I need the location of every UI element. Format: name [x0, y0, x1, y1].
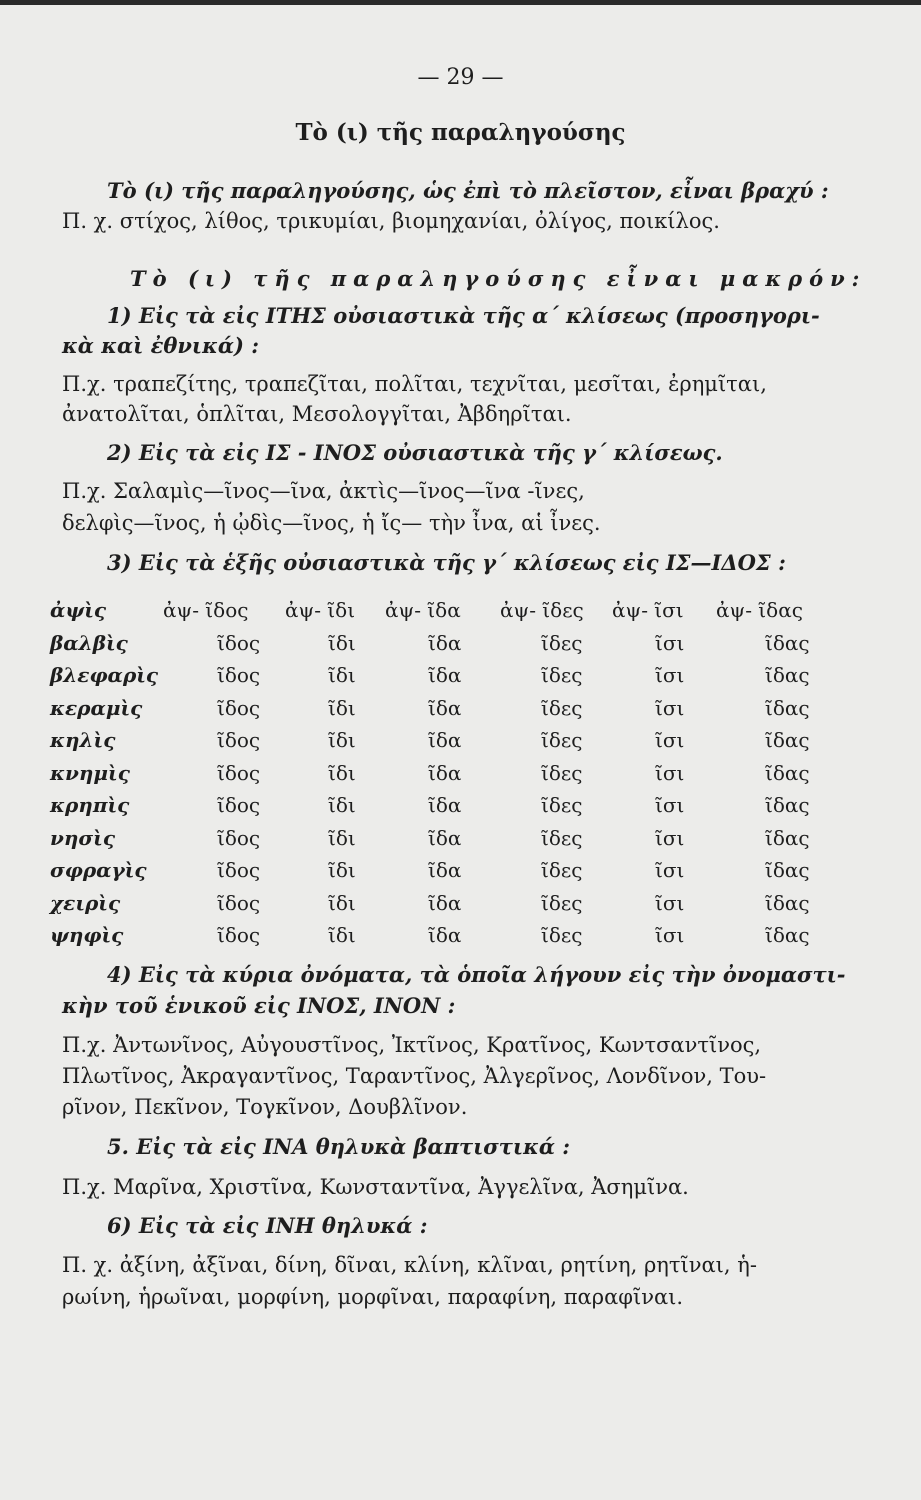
table-ending-c6: ῖδας [765, 760, 810, 785]
table-ending-c4: ῖδες [541, 663, 583, 687]
table-ending-c6: ῖδας [765, 825, 810, 850]
table-ending-c6: ἀψ- ῖδας [716, 598, 803, 622]
table-ending-c1: ῖδος [217, 923, 261, 947]
table-word: ψηφὶς [50, 923, 124, 947]
table-ending-c6: ῖδας [765, 890, 810, 915]
table-ending-c6: ῖδας [765, 858, 810, 882]
section1-heading: 1) Εἰς τὰ εἰς ΙΤΗΣ οὐσιαστικὰ τῆς α΄ κλίσεως (προσηγορι- [107, 303, 820, 328]
table-ending-c5: ῖσι [655, 630, 685, 655]
table-ending-c4: ῖδες [541, 923, 583, 947]
table-ending-c5: ῖσι [655, 663, 685, 687]
section1-examples: Π.χ. τραπεζίτης, τραπεζῖται, πολῖται, τεχνῖται, μεσῖται, ἐρημῖται, [62, 372, 767, 396]
table-ending-c3: ῖδα [428, 728, 462, 752]
table-word: βαλβὶς [50, 630, 128, 655]
table-ending-c1: ῖδος [217, 695, 261, 720]
table-word: σφραγὶς [50, 858, 147, 882]
table-ending-c6: ῖδας [765, 695, 810, 720]
table-word: κνημὶς [50, 760, 130, 785]
table-ending-c1: ῖδος [217, 858, 261, 882]
table-ending-c3: ῖδα [428, 663, 462, 687]
section1-examples-cont: ἀνατολῖται, ὁπλῖται, Μεσολογγῖται, Ἀβδηρῖται. [62, 402, 572, 426]
table-word: βλεφαρὶς [50, 663, 159, 687]
page-title: Τὸ (ι) τῆς παραληγούσης [295, 119, 626, 146]
section4-examples-cont: Πλωτῖνος, Ἀκραγαντῖνος, Ταραντῖνος, Ἀλγερῖνος, Λονδῖνον, Του- [62, 1064, 767, 1088]
table-ending-c1: ῖδος [217, 760, 261, 785]
table-ending-c2: ῖδι [328, 728, 356, 752]
table-ending-c4: ῖδες [541, 825, 583, 850]
table-ending-c6: ῖδας [765, 728, 810, 752]
table-ending-c3: ῖδα [428, 630, 462, 655]
table-word: κηλὶς [50, 728, 116, 752]
table-ending-c5: ῖσι [655, 923, 685, 947]
table-ending-c4: ῖδες [541, 760, 583, 785]
table-ending-c3: ῖδα [428, 793, 462, 817]
table-ending-c6: ῖδας [765, 923, 810, 947]
section5-examples: Π.χ. Μαρῖνα, Χριστῖνα, Κωνσταντῖνα, Ἀγγελῖνα, Ἀσημῖνα. [62, 1175, 689, 1199]
table-word: νησὶς [50, 825, 116, 850]
section4-examples-end: ρῖνον, Πεκῖνον, Τογκῖνον, Δουβλῖνον. [62, 1095, 468, 1119]
table-ending-c3: ῖδα [428, 825, 462, 850]
table-ending-c4: ῖδες [541, 630, 583, 655]
section1-heading-cont: κὰ καὶ ἐθνικά) : [62, 333, 259, 358]
table-ending-c6: ῖδας [765, 630, 810, 655]
section2-heading: 2) Εἰς τὰ εἰς ΙΣ - ΙΝΟΣ οὐσιαστικὰ τῆς γ΄ κλίσεως. [107, 440, 723, 465]
table-ending-c1: ῖδος [217, 890, 261, 915]
section5-heading: 5. Εἰς τὰ εἰς ΙΝΑ θηλυκὰ βαπτιστικά : [107, 1134, 571, 1159]
table-ending-c5: ῖσι [655, 890, 685, 915]
table-word: κρηπὶς [50, 793, 130, 817]
table-ending-c2: ῖδι [328, 858, 356, 882]
table-ending-c5: ῖσι [655, 825, 685, 850]
table-ending-c1: ῖδος [217, 663, 261, 687]
long-iota-heading: Τὸ (ι) τῆς παραληγούσης εἶναι μακρόν: [130, 266, 867, 291]
section6-heading: 6) Εἰς τὰ εἰς ΙΝΗ θηλυκά : [107, 1213, 428, 1238]
section6-examples-cont: ρωίνη, ἡρωῖναι, μορφίνη, μορφῖναι, παραφίνη, παραφῖναι. [62, 1285, 684, 1309]
table-ending-c1: ῖδος [217, 728, 261, 752]
table-ending-c5: ῖσι [655, 695, 685, 720]
table-ending-c2: ῖδι [328, 793, 356, 817]
table-ending-c5: ῖσι [655, 760, 685, 785]
table-ending-c2: ἀψ- ῖδι [285, 598, 356, 622]
intro-rule: Τὸ (ι) τῆς παραληγούσης, ὡς ἐπὶ τὸ πλεῖστον, εἶναι βραχύ : [107, 178, 829, 203]
section3-heading: 3) Εἰς τὰ ἑξῆς οὐσιαστικὰ τῆς γ΄ κλίσεως εἰς ΙΣ—ΙΔΟΣ : [107, 550, 786, 575]
table-ending-c1: ἀψ- ῖδος [163, 598, 249, 622]
section2-examples: Π.χ. Σαλαμὶς—ῖνος—ῖνα, ἀκτὶς—ῖνος—ῖνα -ῖνες, [62, 479, 585, 503]
table-ending-c5: ῖσι [655, 793, 685, 817]
table-ending-c2: ῖδι [328, 923, 356, 947]
table-ending-c5: ῖσι [655, 858, 685, 882]
table-ending-c3: ῖδα [428, 858, 462, 882]
table-ending-c2: ῖδι [328, 695, 356, 720]
page-number: — 29 — [417, 65, 504, 90]
table-ending-c2: ῖδι [328, 663, 356, 687]
table-ending-c3: ῖδα [428, 890, 462, 915]
table-ending-c4: ῖδες [541, 695, 583, 720]
table-ending-c1: ῖδος [217, 630, 261, 655]
table-ending-c2: ῖδι [328, 825, 356, 850]
table-ending-c4: ῖδες [541, 793, 583, 817]
table-ending-c4: ἀψ- ῖδες [500, 598, 584, 622]
table-word: κεραμὶς [50, 695, 143, 720]
table-ending-c4: ῖδες [541, 728, 583, 752]
table-ending-c2: ῖδι [328, 890, 356, 915]
intro-examples: Π. χ. στίχος, λίθος, τρικυμίαι, βιομηχανίαι, ὀλίγος, ποικίλος. [62, 209, 720, 233]
table-ending-c3: ῖδα [428, 695, 462, 720]
table-word: χειρὶς [50, 890, 121, 915]
table-ending-c5: ἀψ- ῖσι [612, 598, 684, 622]
table-word: ἀψὶς [50, 598, 107, 622]
section6-examples: Π. χ. ἀξίνη, ἀξῖναι, δίνη, δῖναι, κλίνη, κλῖναι, ρητίνη, ρητῖναι, ἡ- [62, 1253, 757, 1277]
table-ending-c1: ῖδος [217, 793, 261, 817]
table-ending-c4: ῖδες [541, 858, 583, 882]
table-ending-c6: ῖδας [765, 793, 810, 817]
section2-examples-cont: δελφὶς—ῖνος, ἡ ᾠδὶς—ῖνος, ἡ ἴς— τὴν ἶνα, αἱ ἶνες. [62, 511, 601, 535]
section4-heading-cont: κὴν τοῦ ἑνικοῦ εἰς ΙΝΟΣ, ΙΝΟΝ : [62, 993, 456, 1018]
section4-heading: 4) Εἰς τὰ κύρια ὀνόματα, τὰ ὁποῖα λήγουν εἰς τὴν ὀνομαστι- [107, 962, 846, 987]
table-ending-c1: ῖδος [217, 825, 261, 850]
section4-examples: Π.χ. Ἀντωνῖνος, Αὐγουστῖνος, Ἰκτῖνος, Κρατῖνος, Κωντσαντῖνος, [62, 1033, 762, 1057]
table-ending-c3: ῖδα [428, 760, 462, 785]
table-ending-c4: ῖδες [541, 890, 583, 915]
table-ending-c2: ῖδι [328, 760, 356, 785]
table-ending-c6: ῖδας [765, 663, 810, 687]
table-ending-c5: ῖσι [655, 728, 685, 752]
table-ending-c3: ἀψ- ῖδα [385, 598, 461, 622]
table-ending-c3: ῖδα [428, 923, 462, 947]
table-ending-c2: ῖδι [328, 630, 356, 655]
